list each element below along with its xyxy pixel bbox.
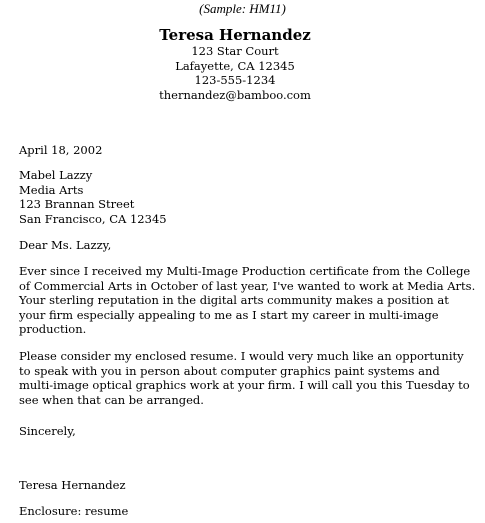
paragraph-line: your firm especially appealing to me as I start my career in multi-image [19, 307, 439, 322]
paragraph-line: Your sterling reputation in the digital arts community makes a position at [19, 293, 449, 307]
recipient-city: San Francisco, CA 12345 [19, 211, 167, 226]
salutation [19, 238, 481, 253]
closing-text: Sincerely, [19, 424, 76, 438]
salutation-text: Dear Ms. Lazzy, [19, 238, 112, 252]
sender-address-line1: 123 Star Court [191, 44, 279, 58]
closing [19, 424, 481, 439]
sender-email: thernandez@bamboo.com [159, 87, 311, 102]
paragraph-line: Ever since I received my Multi-Image Production certificate from the College [19, 264, 471, 278]
paragraph-line: Please consider my enclosed resume. I would very much like an opportunity [19, 349, 464, 363]
enclosure-note [19, 504, 481, 519]
paragraph-2 [19, 349, 481, 407]
paragraph-line: production. [19, 322, 87, 336]
date-text: April 18, 2002 [19, 143, 103, 157]
recipient-name: Mabel Lazzy [19, 168, 93, 182]
recipient-company: Media Arts [19, 182, 84, 197]
letterhead [0, 26, 470, 102]
paragraph-line: see when that can be arranged. [19, 392, 204, 407]
recipient-block [19, 168, 481, 226]
paragraph-line: multi-image optical graphics work at your firm. I will call you this Tuesday to [19, 378, 470, 392]
paragraph-line: to speak with you in person about computer graphics paint systems and [19, 363, 440, 378]
sample-label: (Sample: HM11) [199, 1, 286, 16]
sender-name: Teresa Hernandez [159, 26, 311, 44]
paragraph-1 [19, 264, 481, 337]
letter-date [19, 143, 481, 158]
signature-block [19, 478, 481, 493]
signature-name: Teresa Hernandez [19, 478, 126, 492]
paragraph-line: of Commercial Arts in October of last year, I've wanted to work at Media Arts. [19, 278, 476, 293]
sender-phone: 123-555-1234 [194, 73, 276, 87]
recipient-street: 123 Brannan Street [19, 197, 135, 211]
enclosure-text: Enclosure: resume [19, 504, 129, 518]
sender-address-line2: Lafayette, CA 12345 [175, 58, 295, 73]
